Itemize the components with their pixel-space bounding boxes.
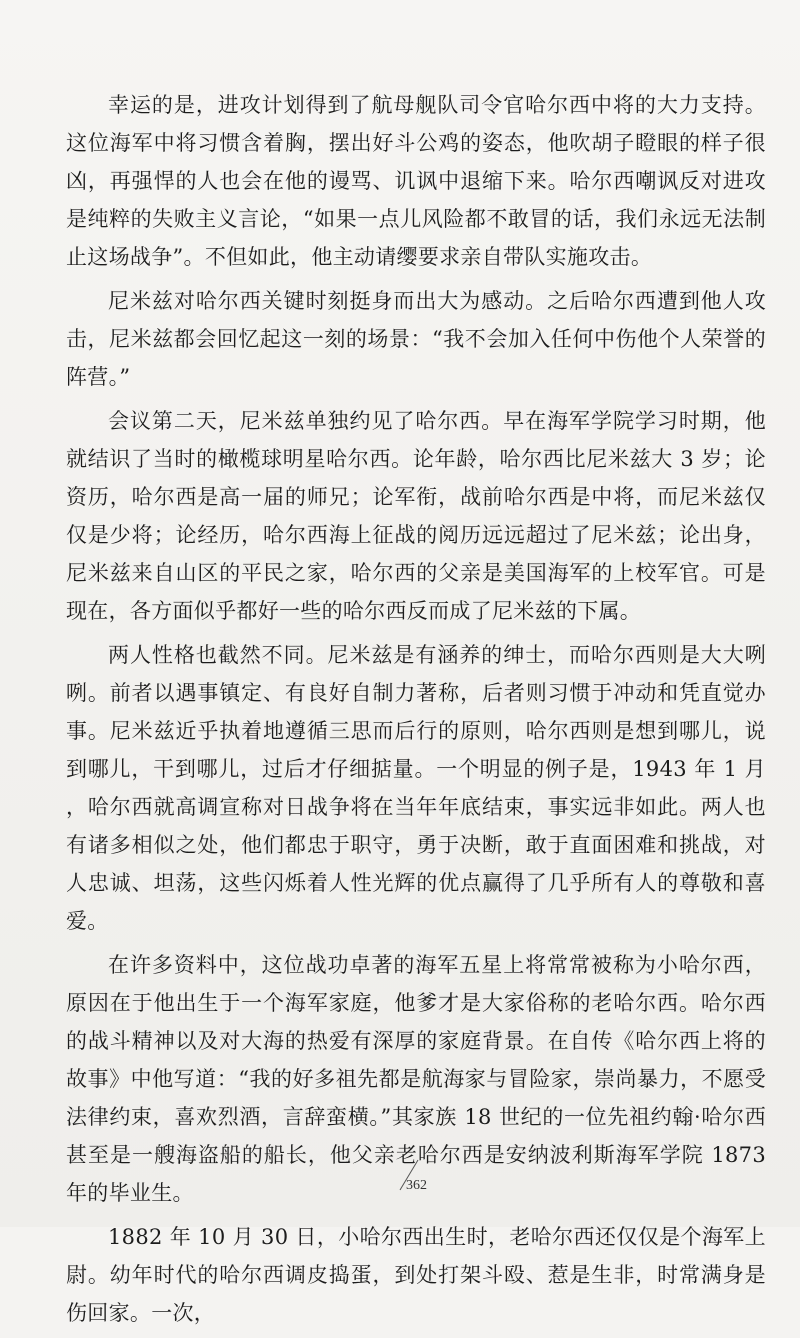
paragraph-3: 会议第二天，尼米兹单独约见了哈尔西。早在海军学院学习时期，他就结识了当时的橄榄球明星哈尔西。论年龄，哈尔西比尼米兹大 3 岁；论资历，哈尔西是高一届的师兄；论军衔，战前哈尔西是中将，而尼米兹仅仅是少将；论经历，哈尔西海上征战的阅历远远超过了尼米兹；论出身，尼米兹来自山区的平民之家，哈尔西的父亲是美国海军的上校军官。可是现在，各方面似乎都好一些的哈尔西反而成了尼米兹的下属。	[66, 409, 766, 623]
paragraph-1: 幸运的是，进攻计划得到了航母舰队司令官哈尔西中将的大力支持。这位海军中将习惯含着胸，摆出好斗公鸡的姿态，他吹胡子瞪眼的样子很凶，再强悍的人也会在他的谩骂、讥讽中退缩下来。哈尔西嘲讽反对进攻是纯粹的失败主义言论，“如果一点儿风险都不敢冒的话，我们永远无法制止这场战争”。不但如此，他主动请缨要求亲自带队实施攻击。	[66, 93, 766, 269]
body-text	[66, 86, 766, 1338]
paragraph-6: 1882 年 10 月 30 日，小哈尔西出生时，老哈尔西还仅仅是个海军上尉。幼年时代的哈尔西调皮捣蛋，到处打架斗殴、惹是生非，时常满身是伤回家。一次，	[66, 1225, 766, 1325]
paragraph-2: 尼米兹对哈尔西关键时刻挺身而出大为感动。之后哈尔西遭到他人攻击，尼米兹都会回忆起这一刻的场景：“我不会加入任何中伤他个人荣誉的阵营。”	[66, 289, 766, 389]
paragraph-4: 两人性格也截然不同。尼米兹是有涵养的绅士，而哈尔西则是大大咧咧。前者以遇事镇定、有良好自制力著称，后者则习惯于冲动和凭直觉办事。尼米兹近乎执着地遵循三思而后行的原则，哈尔西则是想到哪儿，说到哪儿，干到哪儿，过后才仔细掂量。一个明显的例子是，1943 年 1 月，哈尔西就高调宣称对日战争将在当年年底结束，事实远非如此。两人也有诸多相似之处，他们都忠于职守，勇于决断，敢于直面困难和挑战，对人忠诚、坦荡，这些闪烁着人性光辉的优点赢得了几乎所有人的尊敬和喜爱。	[66, 643, 766, 933]
page-footer	[370, 1156, 450, 1196]
paragraph-5: 在许多资料中，这位战功卓著的海军五星上将常常被称为小哈尔西，原因在于他出生于一个海军家庭，他爹才是大家俗称的老哈尔西。哈尔西的战斗精神以及对大海的热爱有深厚的家庭背景。在自传《哈尔西上将的故事》中他写道：“我的好多祖先都是航海家与冒险家，崇尚暴力，不愿受法律约束，喜欢烈酒，言辞蛮横。”其家族 18 世纪的一位先祖约翰·哈尔西甚至是一艘海盗船的船长，他父亲老哈尔西是安纳波利斯海军学院 1873 年的毕业生。	[66, 953, 766, 1205]
page-number: 362	[406, 1178, 427, 1193]
